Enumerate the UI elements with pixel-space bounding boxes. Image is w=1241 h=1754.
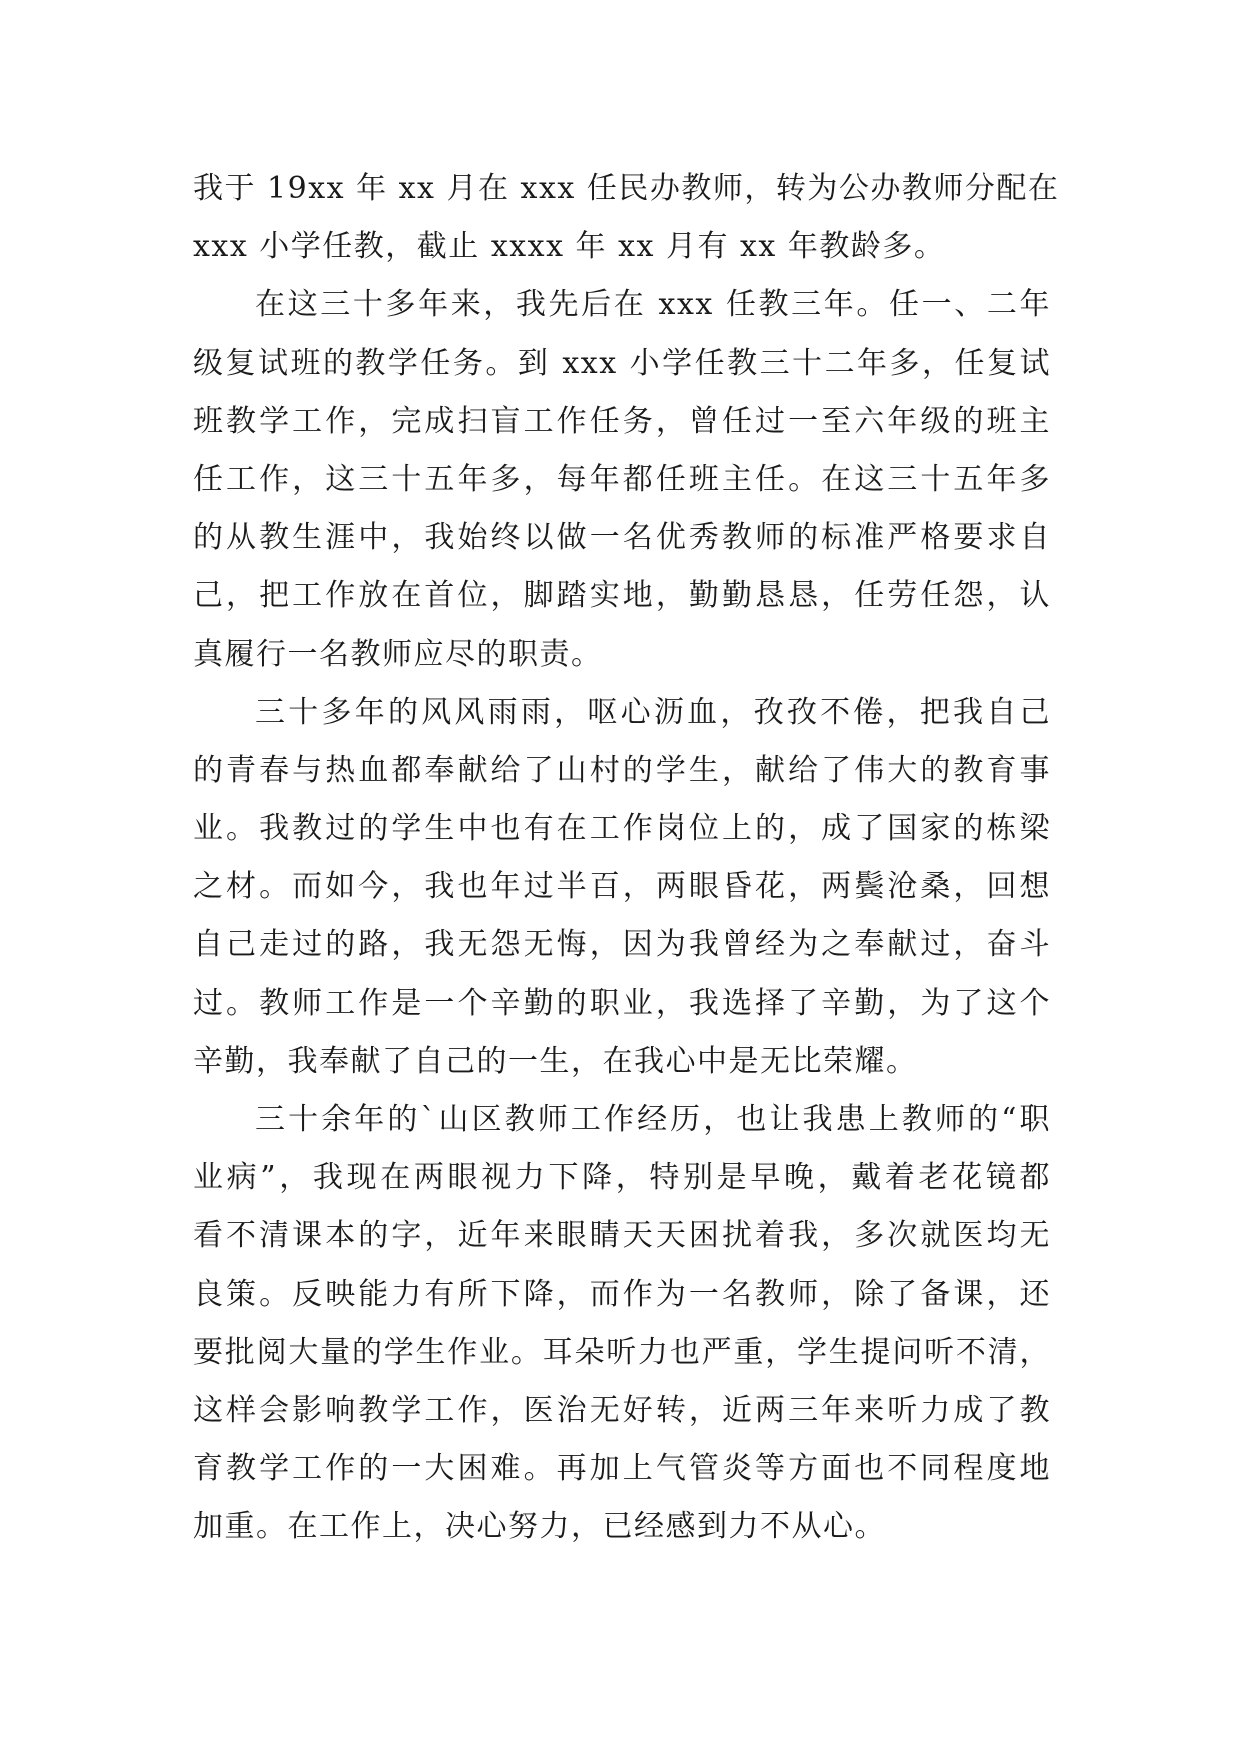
paragraph: [193, 276, 1051, 683]
paragraph: [193, 160, 1060, 276]
document-body: [193, 160, 1060, 1557]
text-line: 辛勤，我奉献了自己的一生，在我心中是无比荣耀。: [193, 1043, 918, 1079]
text-line: 自己走过的路，我无怨无悔，因为我曾经为之奉献过，奋斗: [193, 927, 1051, 963]
text-line: 要批阅大量的学生作业。耳朵听力也严重，学生提问听不清，: [193, 1334, 1051, 1370]
paragraph: [193, 684, 1051, 1091]
text-line: 在这三十多年来，我先后在 xxx 任教三年。任一、二年: [255, 287, 1051, 323]
text-line: 良策。反映能力有所下降，而作为一名教师，除了备课，还: [193, 1276, 1051, 1312]
text-line: 真履行一名教师应尽的职责。: [193, 636, 603, 672]
text-line: 加重。在工作上，决心努力，已经感到力不从心。: [193, 1509, 886, 1545]
text-line: 的青春与热血都奉献给了山村的学生，献给了伟大的教育事: [193, 752, 1051, 788]
text-line: 级复试班的教学任务。到 xxx 小学任教三十二年多，任复试: [193, 345, 1051, 381]
text-line: 的从教生涯中，我始终以做一名优秀教师的标准严格要求自: [193, 520, 1051, 556]
text-line: 己，把工作放在首位，脚踏实地，勤勤恳恳，任劳任怨，认: [193, 578, 1051, 614]
text-line: 业病”，我现在两眼视力下降，特别是早晚，戴着老花镜都: [193, 1160, 1051, 1196]
text-line: 之材。而如今，我也年过半百，两眼昏花，两鬓沧桑，回想: [193, 869, 1051, 905]
text-line: 这样会影响教学工作，医治无好转，近两三年来听力成了教: [193, 1392, 1051, 1428]
text-line: 育教学工作的一大困难。再加上气管炎等方面也不同程度地: [193, 1451, 1051, 1487]
text-line: 三十余年的`山区教师工作经历，也让我患上教师的“职: [255, 1102, 1051, 1137]
paragraph: [193, 1091, 1051, 1557]
text-line: 业。我教过的学生中也有在工作岗位上的，成了国家的栋梁: [193, 811, 1051, 847]
text-line: 班教学工作，完成扫盲工作任务，曾任过一至六年级的班主: [193, 403, 1051, 439]
text-line: 看不清课本的字，近年来眼睛天天困扰着我，多次就医均无: [193, 1218, 1051, 1254]
text-line: 三十多年的风风雨雨，呕心沥血，孜孜不倦，把我自己: [255, 694, 1051, 730]
text-line: 任工作，这三十五年多，每年都任班主任。在这三十五年多: [193, 461, 1051, 497]
text-line: 我于 19xx 年 xx 月在 xxx 任民办教师，转为公办教师分配在: [193, 171, 1060, 206]
text-line: 过。教师工作是一个辛勤的职业，我选择了辛勤，为了这个: [193, 985, 1051, 1021]
text-line: xxx 小学任教，截止 xxxx 年 xx 月有 xx 年教龄多。: [193, 229, 946, 265]
